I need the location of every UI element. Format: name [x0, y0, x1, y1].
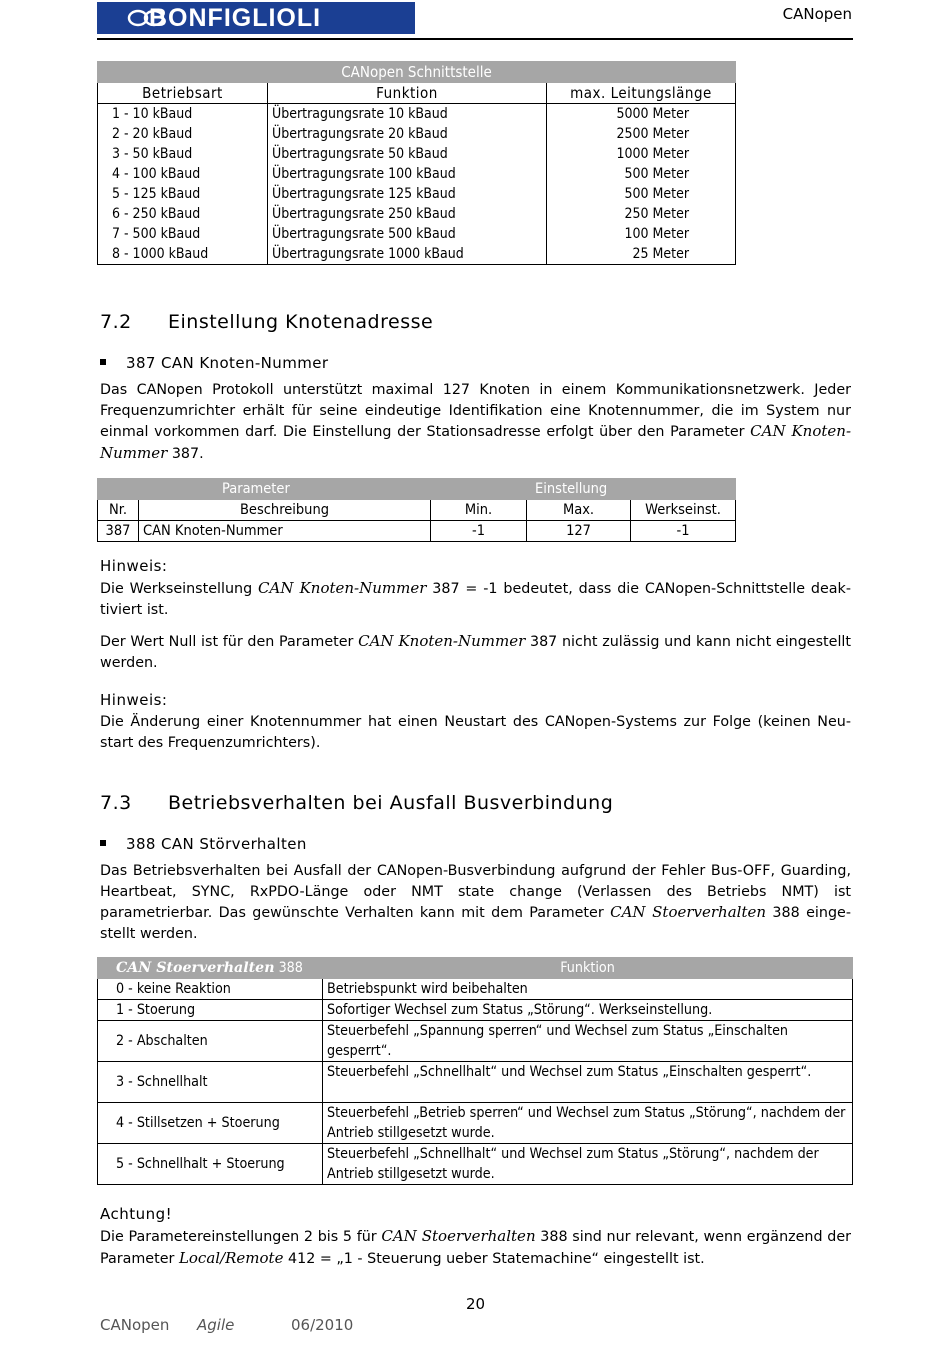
cell: CAN Knoten-Nummer	[139, 521, 431, 542]
cell: 2 - Abschalten	[98, 1021, 323, 1062]
bonfiglioli-logo	[97, 2, 415, 34]
cell: Übertragungsrate 250 kBaud	[268, 204, 547, 224]
param-name: CAN Knoten-Nummer	[358, 632, 526, 650]
cell: Steuerbefehl „Spannung sperren“ und Wechsel zum Status „Einschalten gesperrt“.	[323, 1021, 853, 1062]
cell: 1 - Stoerung	[98, 1000, 323, 1021]
paragraph	[100, 631, 851, 673]
table-row	[98, 144, 736, 164]
table-row	[98, 164, 736, 184]
cell: Steuerbefehl „Schnellhalt“ und Wechsel zum Status „Einschalten gesperrt“.	[323, 1062, 853, 1103]
table-row	[98, 224, 736, 244]
table-row	[98, 204, 736, 224]
column-header: Betriebsart	[98, 83, 268, 104]
paragraph	[100, 861, 851, 944]
column-header: Min.	[431, 500, 527, 521]
text: Das CANopen Protokoll unterstützt maximal 127 Knoten in einem Kommunikationsnetzwerk. Jeder Frequenzumrichter erhält für seine eindeutige Identifikation eine Knotennummer, die im System nur einmal vorkommen darf. Die Einstellung der Stationsadresse erfolgt über den Parameter	[100, 382, 851, 440]
cell: 25 Meter	[547, 244, 736, 265]
logo-text: BONFIGLIOLI	[149, 3, 322, 32]
table-row	[98, 184, 736, 204]
cell: -1	[431, 521, 527, 542]
text: Die Werkseinstellung	[100, 581, 259, 597]
table-row	[98, 1021, 853, 1062]
cell: Übertragungsrate 100 kBaud	[268, 164, 547, 184]
section-title: Einstellung Knotenadresse	[168, 311, 434, 333]
text: 387 nicht zulässig und kann nicht eingestellt werden.	[100, 634, 851, 671]
cell: Übertragungsrate 1000 kBaud	[268, 244, 547, 265]
param-name: CAN Knoten-Nummer	[258, 579, 427, 597]
parameter-bullet: 388 CAN Störverhalten	[100, 835, 307, 853]
param-name: CAN Stoerverhalten	[116, 960, 275, 976]
note-label: Hinweis:	[100, 557, 168, 575]
node-parameter-table	[97, 478, 736, 542]
section-number: 7.3	[100, 792, 132, 814]
paragraph	[100, 380, 851, 464]
param-name: CAN Stoerverhalten	[610, 903, 767, 921]
cell: Übertragungsrate 50 kBaud	[268, 144, 547, 164]
text: 412 = „1 - Steuerung ueber Statemachine“ eingestellt ist.	[283, 1250, 705, 1267]
cell: -1	[631, 521, 736, 542]
table-title: CANopen Schnittstelle	[98, 62, 736, 83]
cell: Übertragungsrate 20 kBaud	[268, 124, 547, 144]
cell: 387	[98, 521, 139, 542]
table-row	[98, 244, 736, 265]
cell: 1000 Meter	[547, 144, 736, 164]
cell: Sofortiger Wechsel zum Status „Störung“. Werkseinstellung.	[323, 1000, 853, 1021]
column-header: Nr.	[98, 500, 139, 521]
cell: 2500 Meter	[547, 124, 736, 144]
text: Das Betriebsverhalten bei Ausfall der CANopen-Busverbindung aufgrund der Fehler Bus-OFF, Guarding, Heartbeat, SYNC, RxPDO-Länge oder NMT state change (Verlassen des Betriebs NMT) ist parametrierbar. Das gewünschte Verhalten kann mit dem Parameter	[100, 863, 851, 921]
column-header: Beschreibung	[139, 500, 431, 521]
column-header: Funktion	[323, 958, 853, 979]
cell: Steuerbefehl „Betrieb sperren“ und Wechsel zum Status „Störung“, nachdem der Antrieb stillgesetzt wurde.	[323, 1103, 853, 1144]
warning-label: Achtung!	[100, 1205, 173, 1223]
note-label: Hinweis:	[100, 691, 168, 709]
cell: Übertragungsrate 10 kBaud	[268, 104, 547, 125]
header-section-label: CANopen	[782, 5, 852, 23]
text: Der Wert Null ist für den Parameter	[100, 634, 359, 650]
text: 387 = -1 bedeutet, dass die CANopen-Schnittstelle deaktiviert ist.	[100, 581, 852, 618]
parameter-bullet: 387 CAN Knoten-Nummer	[100, 354, 328, 372]
cell: 3 - Schnellhalt	[98, 1062, 323, 1103]
cell: 3 - 50 kBaud	[98, 144, 268, 164]
footer-product: Agile	[197, 1316, 235, 1334]
paragraph: Die Änderung einer Knotennummer hat einen Neustart des CANopen-Systems zur Folge (keinen Neustart des Frequenzumrichters).	[100, 714, 851, 751]
table-row	[98, 124, 736, 144]
text: 388	[274, 960, 303, 976]
cell: 500 Meter	[547, 184, 736, 204]
fault-behavior-table	[97, 957, 853, 1185]
page-number: 20	[466, 1295, 486, 1313]
footer-date: 06/2010	[291, 1316, 354, 1334]
text: 388 sind nur relevant, wenn ergänzend der Parameter	[100, 1229, 852, 1267]
cell: Steuerbefehl „Schnellhalt“ und Wechsel zum Status „Störung“, nachdem der Antrieb stillgesetzt wurde.	[323, 1144, 853, 1185]
param-name: CAN Stoerverhalten	[381, 1227, 536, 1245]
paragraph	[100, 1226, 851, 1269]
logo-mark-icon	[127, 9, 167, 27]
group-header: Einstellung	[527, 479, 736, 500]
cell: 4 - Stillsetzen + Stoerung	[98, 1103, 323, 1144]
text: Die Parametereinstellungen 2 bis 5 für	[100, 1229, 382, 1245]
cell: 4 - 100 kBaud	[98, 164, 268, 184]
cell: 6 - 250 kBaud	[98, 204, 268, 224]
cell: 500 Meter	[547, 164, 736, 184]
cell: Übertragungsrate 125 kBaud	[268, 184, 547, 204]
table-row	[98, 1103, 853, 1144]
cell: 1 - 10 kBaud	[98, 104, 268, 125]
header-rule	[97, 38, 853, 40]
cell: 0 - keine Reaktion	[98, 979, 323, 1000]
baudrate-table	[97, 61, 736, 265]
table-row	[98, 1062, 853, 1103]
cell: 5 - 125 kBaud	[98, 184, 268, 204]
footer	[100, 1316, 353, 1334]
cell: 7 - 500 kBaud	[98, 224, 268, 244]
text: 388 eingestellt werden.	[100, 905, 851, 942]
cell: 8 - 1000 kBaud	[98, 244, 268, 265]
section-number: 7.2	[100, 311, 132, 333]
section-heading-7-3	[100, 792, 613, 814]
cell: 2 - 20 kBaud	[98, 124, 268, 144]
paragraph	[100, 578, 851, 620]
column-header: max. Leitungslänge	[547, 83, 736, 104]
table-row	[98, 1144, 853, 1185]
param-name: Local/Remote	[178, 1248, 284, 1267]
table-row	[98, 1000, 853, 1021]
footer-doc: CANopen	[100, 1316, 170, 1334]
section-title: Betriebsverhalten bei Ausfall Busverbindung	[168, 792, 614, 814]
group-header: Parameter	[98, 479, 527, 500]
column-header: Max.	[527, 500, 631, 521]
table-row	[98, 521, 736, 542]
section-heading-7-2	[100, 311, 433, 333]
cell: 100 Meter	[547, 224, 736, 244]
param-name: CAN Knoten-Nummer	[100, 422, 852, 462]
text: 387.	[167, 445, 204, 462]
table-row	[98, 979, 853, 1000]
cell: Betriebspunkt wird beibehalten	[323, 979, 853, 1000]
cell: 127	[527, 521, 631, 542]
cell: 5000 Meter	[547, 104, 736, 125]
column-header: Funktion	[268, 83, 547, 104]
cell: 250 Meter	[547, 204, 736, 224]
column-header	[98, 958, 323, 979]
cell: 5 - Schnellhalt + Stoerung	[98, 1144, 323, 1185]
table-row	[98, 104, 736, 125]
column-header: Werkseinst.	[631, 500, 736, 521]
cell: Übertragungsrate 500 kBaud	[268, 224, 547, 244]
